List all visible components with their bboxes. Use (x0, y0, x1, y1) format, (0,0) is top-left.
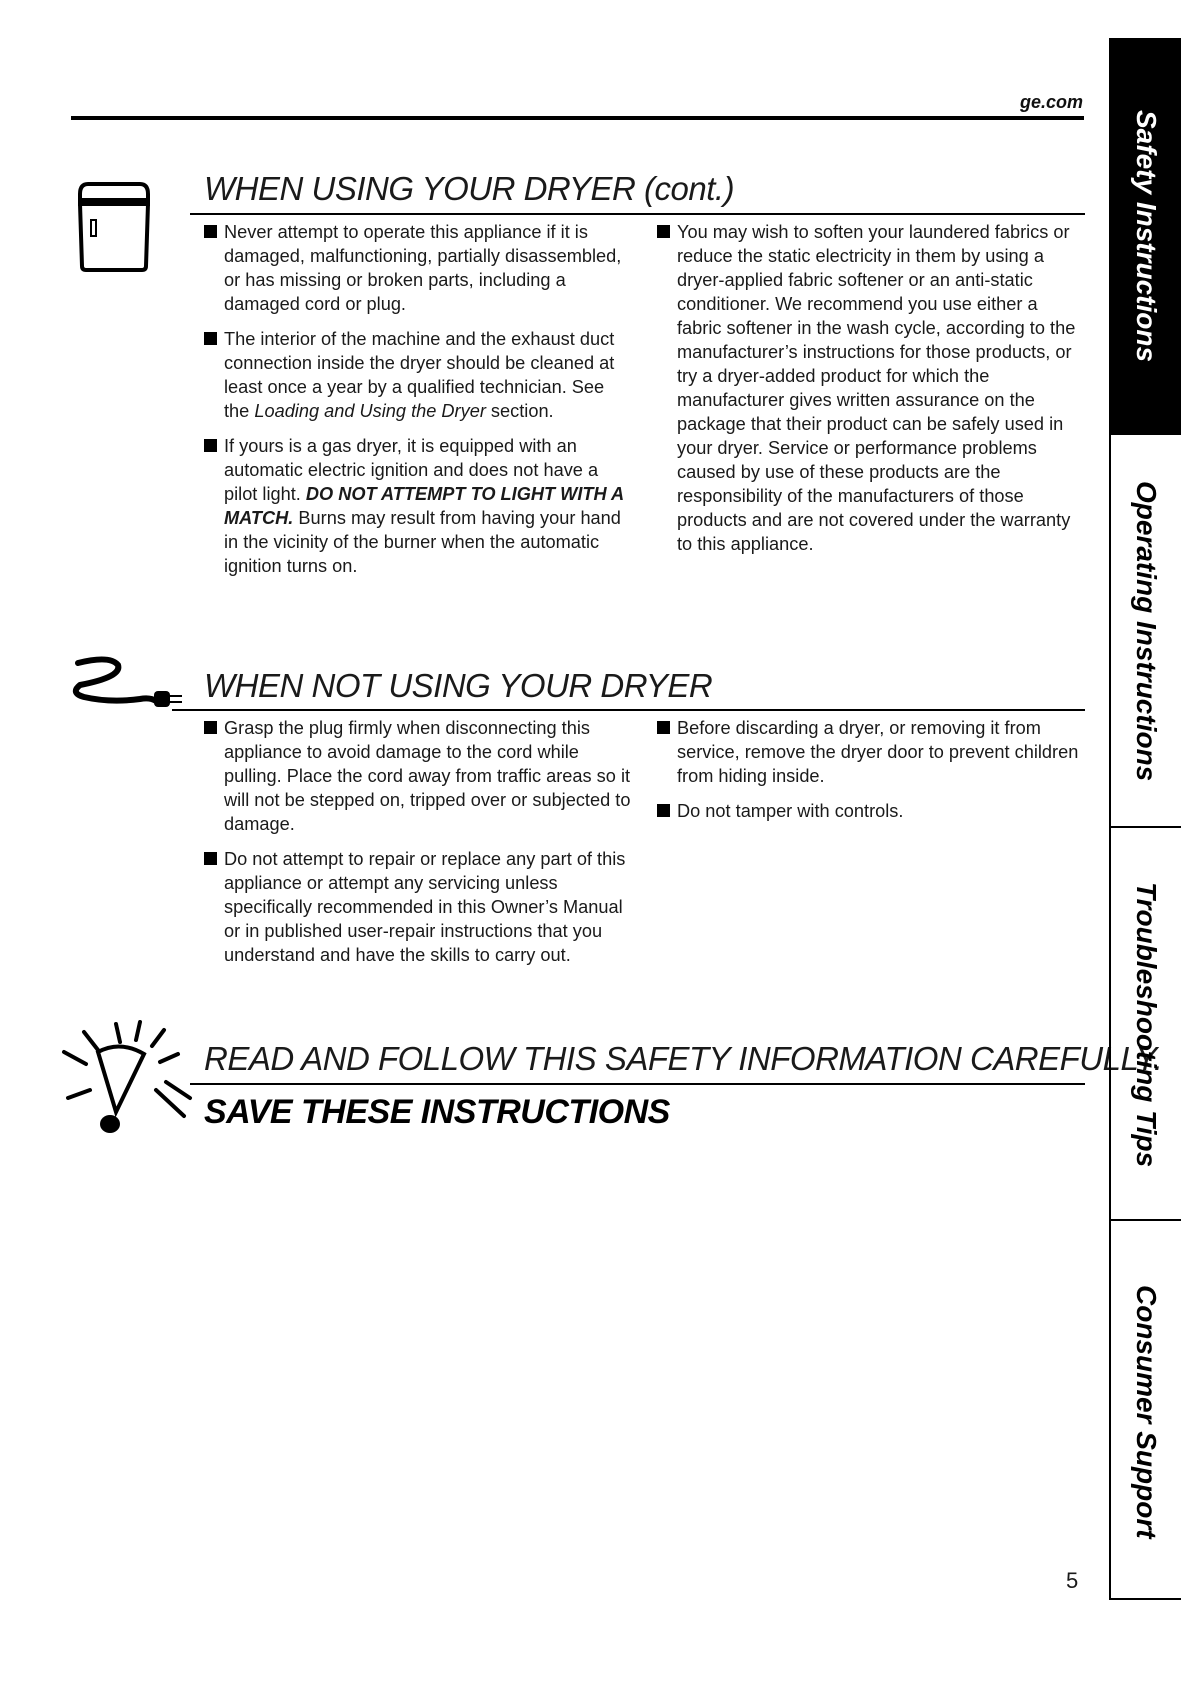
section-not-using-rule (172, 709, 1085, 711)
list-item: The interior of the machine and the exhaust duct connection inside the dryer should be cleaned at least once a year by a qualified technician. See the Loading and Using the Dryer section. (204, 327, 634, 423)
tab-consumer-support[interactable]: Consumer Support (1111, 1219, 1181, 1602)
list-item: If yours is a gas dryer, it is equipped with an automatic electric ignition and does not have a pilot light. DO NOT ATTEMPT TO LIGHT WITH A MATCH. Burns may result from having your hand in the vicinity of the burner when the automatic ignition turns on. (204, 434, 634, 578)
tab-operating-instructions[interactable]: Operating Instructions (1111, 433, 1181, 828)
section-using-right-column (657, 220, 1077, 567)
tab-safety-instructions[interactable]: Safety Instructions (1111, 40, 1181, 433)
section-using-title: WHEN USING YOUR DRYER (cont.) (204, 170, 735, 207)
section-using-rule (190, 213, 1085, 215)
section-tabs (1109, 38, 1181, 1600)
section-using-left-column (204, 220, 634, 589)
list-item: Do not tamper with controls. (657, 799, 1082, 823)
section-not-using-left-column (204, 716, 634, 978)
list-item: Before discarding a dryer, or removing it from service, remove the dryer door to prevent children from hiding inside. (657, 716, 1082, 788)
tab-troubleshooting-tips[interactable]: Troubleshooting Tips (1111, 826, 1181, 1221)
section-not-using-title: WHEN NOT USING YOUR DRYER (204, 667, 713, 704)
header-rule (71, 116, 1084, 120)
site-url: ge.com (1019, 92, 1083, 112)
power-cord-plug-icon (70, 655, 190, 715)
closing-rule (190, 1083, 1085, 1085)
exclamation-warning-icon (60, 1020, 200, 1140)
page-number: 5 (1066, 1568, 1079, 1593)
dryer-icon (74, 178, 154, 274)
list-item: Never attempt to operate this appliance if it is damaged, malfunctioning, partially disassembled, or has missing or broken parts, including a damaged cord or plug. (204, 220, 634, 316)
section-not-using-right-column (657, 716, 1082, 834)
list-item: Do not attempt to repair or replace any part of this appliance or attempt any servicing unless specifically recommended in this Owner’s Manual or in published user-repair instructions that you understand and have the skills to carry out. (204, 847, 634, 967)
closing-title: READ AND FOLLOW THIS SAFETY INFORMATION CAREFULLY. (204, 1040, 1163, 1077)
list-item: Grasp the plug firmly when disconnecting this appliance to avoid damage to the cord while pulling. Place the cord away from traffic areas so it will not be stepped on, tripped over or subjected to damage. (204, 716, 634, 836)
list-item: You may wish to soften your laundered fabrics or reduce the static electricity in them by using a dryer-applied fabric softener or an anti-static conditioner. We recommend you use either a fabric softener in the wash cycle, according to the manufacturer’s instructions for those products, or try a dryer-added product for which the manufacturer gives written assurance on the package that their product can be safely used in your dryer. Service or performance problems caused by use of these products are the responsibility of the manufacturers of those products and are not covered under the warranty to this appliance. (657, 220, 1077, 556)
save-instructions: SAVE THESE INSTRUCTIONS (204, 1093, 670, 1131)
